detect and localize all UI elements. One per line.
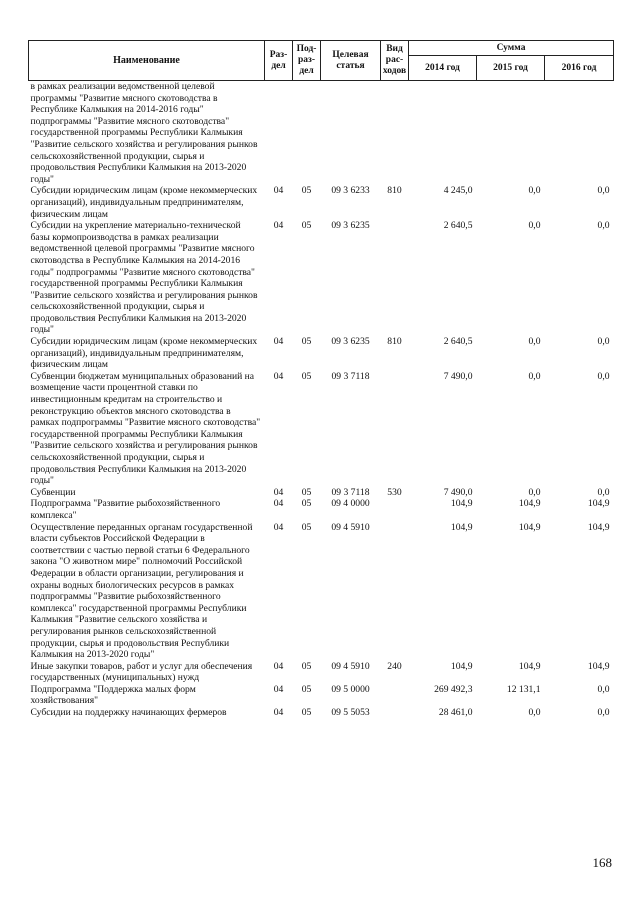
row-sum-2016: 104,9 bbox=[587, 660, 610, 672]
header-vid: Вид рас-ходов bbox=[381, 41, 409, 81]
header-year-2015: 2015 год bbox=[477, 56, 545, 81]
row-sum-2014: 7 490,0 bbox=[443, 486, 473, 498]
row-name: Субвенции бюджетам муниципальных образований на возмещение части процентной ставки по инвестиционным кредитам на строительство и реконструкцию объектов мясного скотоводства в рамках подпрограммы "Развитие мясного скотоводства" государственной программы Республики Калмыкия "Развитие сельского хозяйства и регулирования рынков сельскохозяйственной продукции, сырья и продовольствия Республики Калмыкия на 2013-2020 годы" bbox=[30, 370, 261, 487]
row-podrazdel: 05 bbox=[301, 486, 312, 498]
row-target: 09 4 5910 bbox=[331, 521, 370, 533]
row-razdel: 04 bbox=[273, 498, 284, 510]
row-name: Субсидии на поддержку начинающих фермеров bbox=[30, 707, 227, 719]
table-row bbox=[29, 684, 614, 707]
row-name: Субвенции bbox=[30, 486, 76, 498]
row-podrazdel: 05 bbox=[301, 498, 312, 510]
row-vid bbox=[381, 522, 409, 661]
header-name: Наименование bbox=[29, 41, 265, 81]
row-sum-2015: 0,0 bbox=[528, 707, 541, 719]
table-header bbox=[29, 41, 614, 81]
row-target bbox=[321, 81, 381, 186]
row-vid: 240 bbox=[387, 660, 402, 672]
row-podrazdel: 05 bbox=[301, 336, 312, 348]
row-razdel: 04 bbox=[273, 683, 284, 695]
budget-page bbox=[28, 40, 613, 719]
row-name: в рамках реализации ведомственной целевой программы "Развитие мясного скотоводства в Республике Калмыкия на 2014-2016 годы" подпрограммы "Развитие мясного скотоводства" государственной программы Республики Калмыкия "Развитие сельского хозяйства и регулирования рынков сельскохозяйственной продукции, сырья и продовольствия Республики Калмыкия на 2013-2020 годы" bbox=[30, 81, 258, 185]
row-sum-2015: 0,0 bbox=[528, 185, 541, 197]
row-target: 09 3 7118 bbox=[331, 486, 370, 498]
row-sum-2016: 0,0 bbox=[597, 336, 610, 348]
row-sum-2015: 0,0 bbox=[528, 370, 541, 382]
row-sum-2015: 104,9 bbox=[518, 521, 541, 533]
row-target: 09 3 6235 bbox=[331, 336, 370, 348]
row-vid: 810 bbox=[387, 185, 402, 197]
row-podrazdel: 05 bbox=[301, 707, 312, 719]
row-sum-2014: 4 245,0 bbox=[443, 185, 473, 197]
row-sum-2015: 12 131,1 bbox=[506, 683, 541, 695]
row-name: Подпрограмма "Развитие рыбохозяйственного комплекса" bbox=[30, 498, 221, 521]
row-sum-2015: 0,0 bbox=[528, 336, 541, 348]
row-razdel: 04 bbox=[273, 185, 284, 197]
row-name: Субсидии юридическим лицам (кроме некоммерческих организаций), индивидуальным предпринимателям, физическим лицам bbox=[30, 336, 258, 371]
row-vid bbox=[381, 220, 409, 336]
row-razdel: 04 bbox=[273, 336, 284, 348]
row-target: 09 3 7118 bbox=[331, 370, 370, 382]
row-vid: 810 bbox=[387, 336, 402, 348]
header-podrazdel: Под-раз-дел bbox=[293, 41, 321, 81]
row-sum-2014: 104,9 bbox=[450, 660, 473, 672]
row-sum-2016: 0,0 bbox=[597, 185, 610, 197]
table-row bbox=[29, 220, 614, 336]
row-sum-2014: 2 640,5 bbox=[443, 336, 473, 348]
table-body bbox=[29, 81, 614, 719]
row-sum-2014: 28 461,0 bbox=[438, 707, 473, 719]
row-razdel: 04 bbox=[273, 486, 284, 498]
row-target: 09 3 6233 bbox=[331, 185, 370, 197]
row-podrazdel: 05 bbox=[301, 220, 312, 232]
row-vid bbox=[381, 498, 409, 521]
row-sum-2015: 0,0 bbox=[528, 220, 541, 232]
row-sum-2014 bbox=[409, 81, 477, 186]
row-sum-2016: 104,9 bbox=[587, 521, 610, 533]
row-name: Осуществление переданных органам государственной власти субъектов Российской Федерации в соответствии с частью первой статьи 6 Федерального закона "О животном мире" полномочий Российской Федерации в области организации, регулирования и охраны водных биологических ресурсов в рамках подпрограммы "Развитие рыбохозяйственного комплекса" государственной программы Республики Калмыкия "Развитие сельского хозяйства и регулирования рынков сельскохозяйственной продукции, сырья и продовольствия Республики Калмыкия на 2013-2020 годы" bbox=[30, 521, 253, 661]
table-row bbox=[29, 498, 614, 521]
row-name: Подпрограмма "Поддержка малых форм хозяйствования" bbox=[30, 683, 196, 707]
row-vid: 530 bbox=[387, 486, 402, 498]
row-target: 09 4 0000 bbox=[331, 498, 370, 510]
row-razdel: 04 bbox=[273, 660, 284, 672]
row-podrazdel: 05 bbox=[301, 185, 312, 197]
row-target: 09 4 5910 bbox=[331, 660, 370, 672]
header-year-2016: 2016 год bbox=[545, 56, 614, 81]
row-sum-2015: 104,9 bbox=[518, 660, 541, 672]
header-year-2014: 2014 год bbox=[409, 56, 477, 81]
row-sum-2014: 104,9 bbox=[450, 521, 473, 533]
row-podrazdel bbox=[293, 81, 321, 186]
table-row bbox=[29, 81, 614, 186]
row-sum-2014: 104,9 bbox=[450, 498, 473, 510]
row-sum-2014: 7 490,0 bbox=[443, 370, 473, 382]
row-sum-2016: 0,0 bbox=[597, 370, 610, 382]
row-razdel: 04 bbox=[273, 220, 284, 232]
table-row bbox=[29, 336, 614, 371]
row-target: 09 3 6235 bbox=[331, 220, 370, 232]
row-podrazdel: 05 bbox=[301, 370, 312, 382]
table-row bbox=[29, 185, 614, 220]
row-razdel: 04 bbox=[273, 707, 284, 719]
row-target: 09 5 5053 bbox=[331, 707, 370, 719]
row-sum-2016: 104,9 bbox=[587, 498, 610, 510]
row-sum-2015 bbox=[477, 81, 545, 186]
row-podrazdel: 05 bbox=[301, 683, 312, 695]
header-sum: Сумма bbox=[409, 41, 614, 56]
row-podrazdel: 05 bbox=[301, 521, 312, 533]
budget-table bbox=[28, 40, 614, 719]
row-razdel: 04 bbox=[273, 521, 284, 533]
header-target: Целевая статья bbox=[321, 41, 381, 81]
row-vid bbox=[381, 371, 409, 487]
row-name: Субсидии юридическим лицам (кроме некоммерческих организаций), индивидуальным предпринимателям, физическим лицам bbox=[30, 185, 258, 220]
table-row bbox=[29, 661, 614, 684]
row-sum-2016: 0,0 bbox=[597, 707, 610, 719]
row-razdel: 04 bbox=[273, 370, 284, 382]
row-vid bbox=[381, 81, 409, 186]
row-name: Иные закупки товаров, работ и услуг для обеспечения государственных (муниципальных) нужд bbox=[30, 660, 253, 684]
row-vid bbox=[381, 707, 409, 719]
row-sum-2015: 104,9 bbox=[518, 498, 541, 510]
row-razdel bbox=[265, 81, 293, 186]
row-sum-2016: 0,0 bbox=[597, 220, 610, 232]
table-row bbox=[29, 707, 614, 719]
table-row bbox=[29, 371, 614, 487]
row-sum-2016 bbox=[545, 81, 614, 186]
page-number: 168 bbox=[592, 855, 612, 870]
row-podrazdel: 05 bbox=[301, 660, 312, 672]
row-vid bbox=[381, 684, 409, 707]
row-sum-2014: 269 492,3 bbox=[434, 683, 473, 695]
row-name: Субсидии на укрепление материально-технической базы кормопроизводства в рамках реализации ведомственной целевой программы "Развитие мясного скотоводства в Республике Калмыкия на 2014-2016 годы" подпрограммы "Развитие мясного скотоводства" государственной программы Республики Калмыкия "Развитие сельского хозяйства и регулирования рынков сельскохозяйственной продукции, сырья и продовольствия Республики Калмыкия на 2013-2020 годы" bbox=[30, 220, 258, 336]
row-sum-2015: 0,0 bbox=[528, 486, 541, 498]
table-row bbox=[29, 522, 614, 661]
row-sum-2014: 2 640,5 bbox=[443, 220, 473, 232]
table-row bbox=[29, 487, 614, 499]
row-sum-2016: 0,0 bbox=[597, 683, 610, 695]
row-sum-2016: 0,0 bbox=[597, 486, 610, 498]
header-razdel: Раз-дел bbox=[265, 41, 293, 81]
row-target: 09 5 0000 bbox=[331, 683, 370, 695]
